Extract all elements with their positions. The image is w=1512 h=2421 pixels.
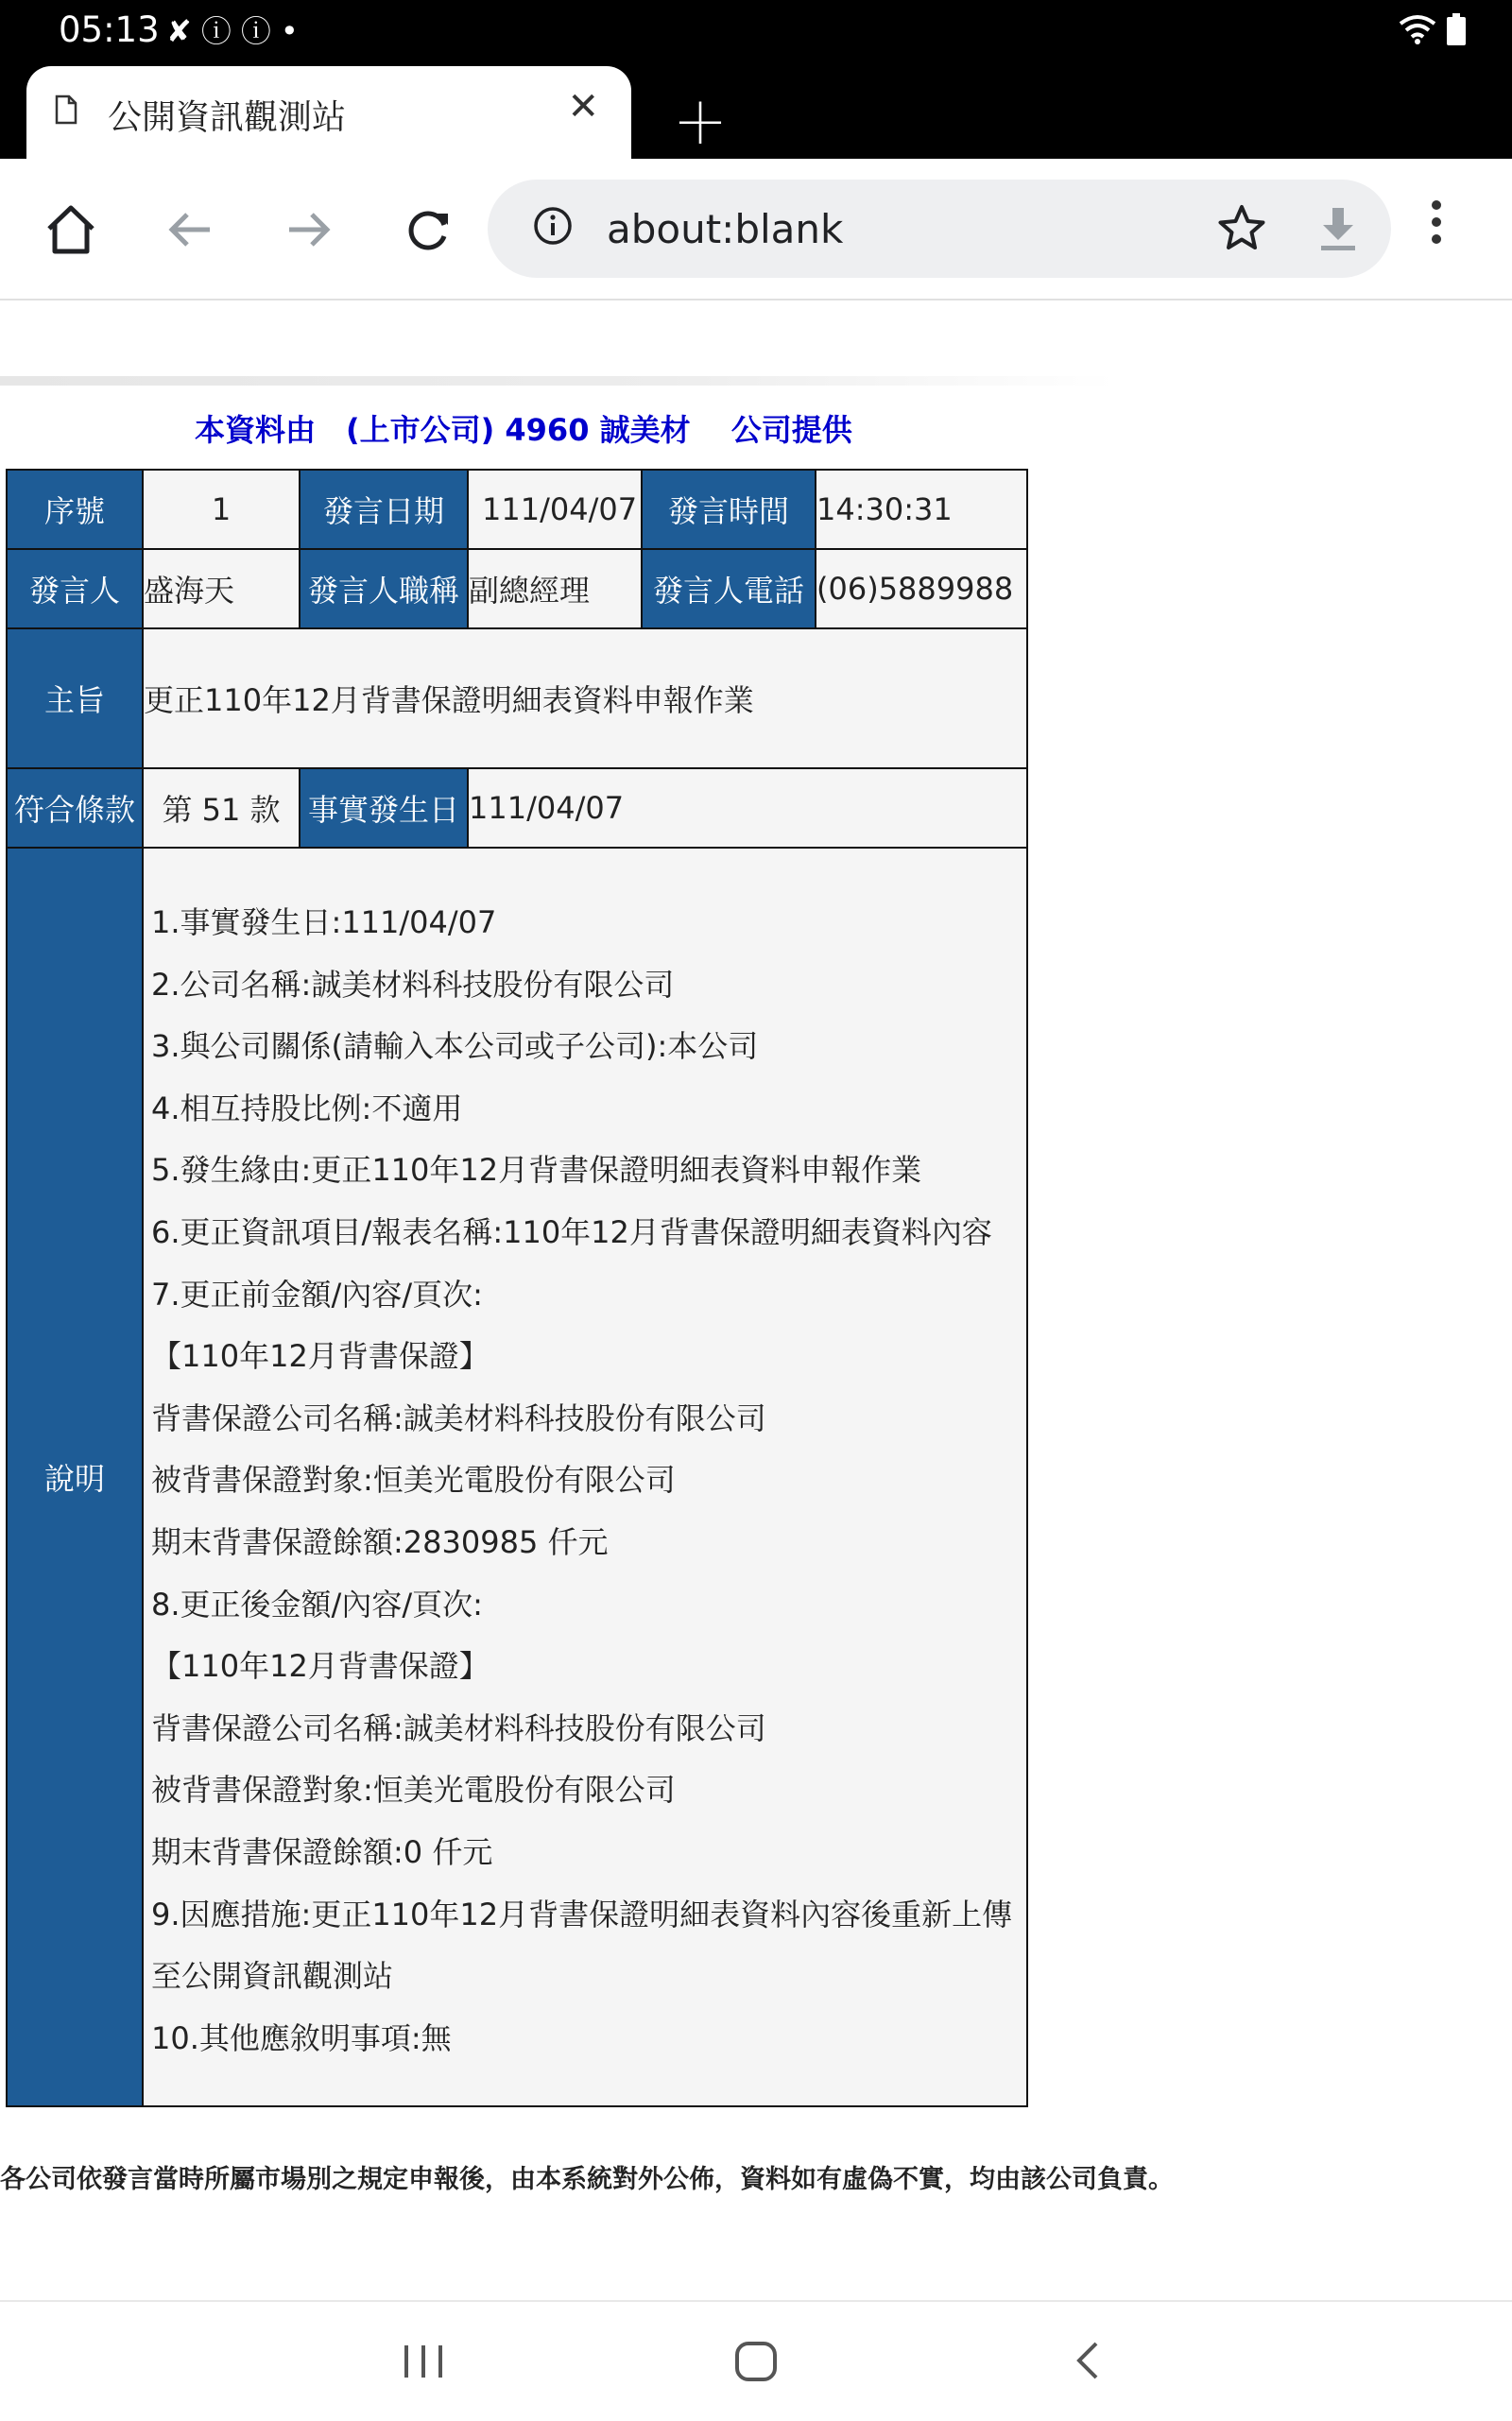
status-bar bbox=[0, 0, 1512, 62]
description-line: 7.更正前金額/內容/頁次: bbox=[151, 1276, 483, 1313]
value-phone: (06)5889988 bbox=[816, 549, 1027, 628]
description-line: 3.與公司關係(請輸入本公司或子公司):本公司 bbox=[151, 1028, 759, 1065]
status-time: 05:13 bbox=[59, 9, 160, 50]
url-text[interactable]: about:blank bbox=[607, 206, 844, 252]
dot-icon: • bbox=[280, 13, 308, 49]
table-row bbox=[7, 470, 1027, 549]
reload-icon[interactable] bbox=[395, 197, 461, 263]
description-line: 【110年12月背書保證】 bbox=[151, 1338, 490, 1375]
alert-icon: ⓘ bbox=[200, 13, 241, 49]
value-subject: 更正110年12月背書保證明細表資料申報作業 bbox=[143, 628, 1027, 768]
x-icon: ✘ bbox=[166, 13, 201, 49]
provider-line: 本資料由 (上市公司) 4960 誠美材 公司提供 bbox=[195, 412, 852, 448]
description-line: 被背書保證對象:恒美光電股份有限公司 bbox=[151, 1462, 676, 1499]
description-line: 1.事實發生日:111/04/07 bbox=[151, 904, 497, 940]
table-row bbox=[7, 549, 1027, 628]
back-nav-icon[interactable] bbox=[1060, 2332, 1117, 2389]
value-clause: 第 51 款 bbox=[143, 768, 300, 848]
description-line: 10.其他應敘明事項:無 bbox=[151, 2019, 452, 2056]
home-nav-icon[interactable] bbox=[728, 2332, 784, 2389]
browser-tab[interactable] bbox=[26, 66, 631, 159]
description-line: 2.公司名稱:誠美材料科技股份有限公司 bbox=[151, 966, 675, 1003]
bookmark-star-icon[interactable] bbox=[1215, 202, 1268, 255]
description-line: 期末背書保證餘額:0 仟元 bbox=[151, 1833, 493, 1870]
label-subject: 主旨 bbox=[7, 628, 143, 768]
new-tab-icon[interactable]: ＋ bbox=[673, 92, 729, 156]
download-icon[interactable] bbox=[1315, 204, 1361, 253]
description-line: 5.發生緣由:更正110年12月背書保證明細表資料申報作業 bbox=[151, 1152, 922, 1189]
tab-strip bbox=[0, 62, 1512, 159]
alert-icon: ⓘ bbox=[240, 13, 281, 49]
label-description: 說明 bbox=[7, 848, 143, 2106]
description-line: 背書保證公司名稱:誠美材料科技股份有限公司 bbox=[151, 1709, 766, 1746]
label-date: 發言日期 bbox=[300, 470, 468, 549]
label-clause: 符合條款 bbox=[7, 768, 143, 848]
wifi-icon bbox=[1399, 14, 1436, 44]
system-nav-bar bbox=[0, 2300, 1512, 2421]
description-lines bbox=[144, 849, 1026, 2105]
description-line: 被背書保證對象:恒美光電股份有限公司 bbox=[151, 1772, 676, 1809]
table-row bbox=[7, 628, 1027, 768]
browser-toolbar bbox=[0, 159, 1512, 300]
address-bar[interactable] bbox=[488, 180, 1391, 278]
table-row bbox=[7, 768, 1027, 848]
label-speaker: 發言人 bbox=[7, 549, 143, 628]
description-line: 期末背書保證餘額:2830985 仟元 bbox=[151, 1523, 609, 1560]
description-line: 至公開資訊觀測站 bbox=[151, 1958, 394, 1995]
value-date: 111/04/07 bbox=[468, 470, 642, 549]
description-line: 6.更正資訊項目/報表名稱:110年12月背書保證明細表資料內容 bbox=[151, 1213, 992, 1250]
value-description bbox=[143, 848, 1027, 2106]
label-time: 發言時間 bbox=[642, 470, 816, 549]
value-fact-date: 111/04/07 bbox=[468, 768, 1027, 848]
status-right-icons bbox=[1399, 9, 1467, 45]
home-icon[interactable] bbox=[38, 197, 104, 263]
more-menu-icon[interactable] bbox=[1427, 200, 1446, 257]
divider bbox=[0, 376, 1115, 386]
close-tab-icon[interactable]: ✕ bbox=[567, 85, 599, 129]
description-line: 【110年12月背書保證】 bbox=[151, 1648, 490, 1685]
description-line: 8.更正後金額/內容/頁次: bbox=[151, 1586, 483, 1623]
battery-icon bbox=[1446, 13, 1467, 45]
value-speaker: 盛海天 bbox=[143, 549, 300, 628]
notification-icons bbox=[166, 8, 308, 51]
table-row bbox=[7, 848, 1027, 2106]
recent-apps-icon[interactable] bbox=[395, 2332, 452, 2389]
info-icon[interactable] bbox=[533, 206, 573, 246]
label-fact-date: 事實發生日 bbox=[300, 768, 468, 848]
footer-note: 各公司依發言當時所屬市場別之規定申報後，由本系統對外公佈，資料如有虛偽不實，均由該公司負責。 bbox=[0, 2165, 1174, 2194]
label-seq: 序號 bbox=[7, 470, 143, 549]
forward-icon[interactable] bbox=[276, 197, 342, 263]
value-title: 副總經理 bbox=[468, 549, 642, 628]
value-seq: 1 bbox=[143, 470, 300, 549]
label-phone: 發言人電話 bbox=[642, 549, 816, 628]
description-line: 9.因應措施:更正110年12月背書保證明細表資料內容後重新上傳 bbox=[151, 1896, 1013, 1932]
announcement-table bbox=[6, 469, 1028, 2107]
description-line: 背書保證公司名稱:誠美材料科技股份有限公司 bbox=[151, 1399, 766, 1436]
back-icon[interactable] bbox=[157, 197, 223, 263]
label-title: 發言人職稱 bbox=[300, 549, 468, 628]
description-line: 4.相互持股比例:不適用 bbox=[151, 1090, 463, 1126]
document-icon bbox=[55, 94, 77, 125]
value-time: 14:30:31 bbox=[816, 470, 1027, 549]
tab-title: 公開資訊觀測站 bbox=[108, 98, 347, 137]
